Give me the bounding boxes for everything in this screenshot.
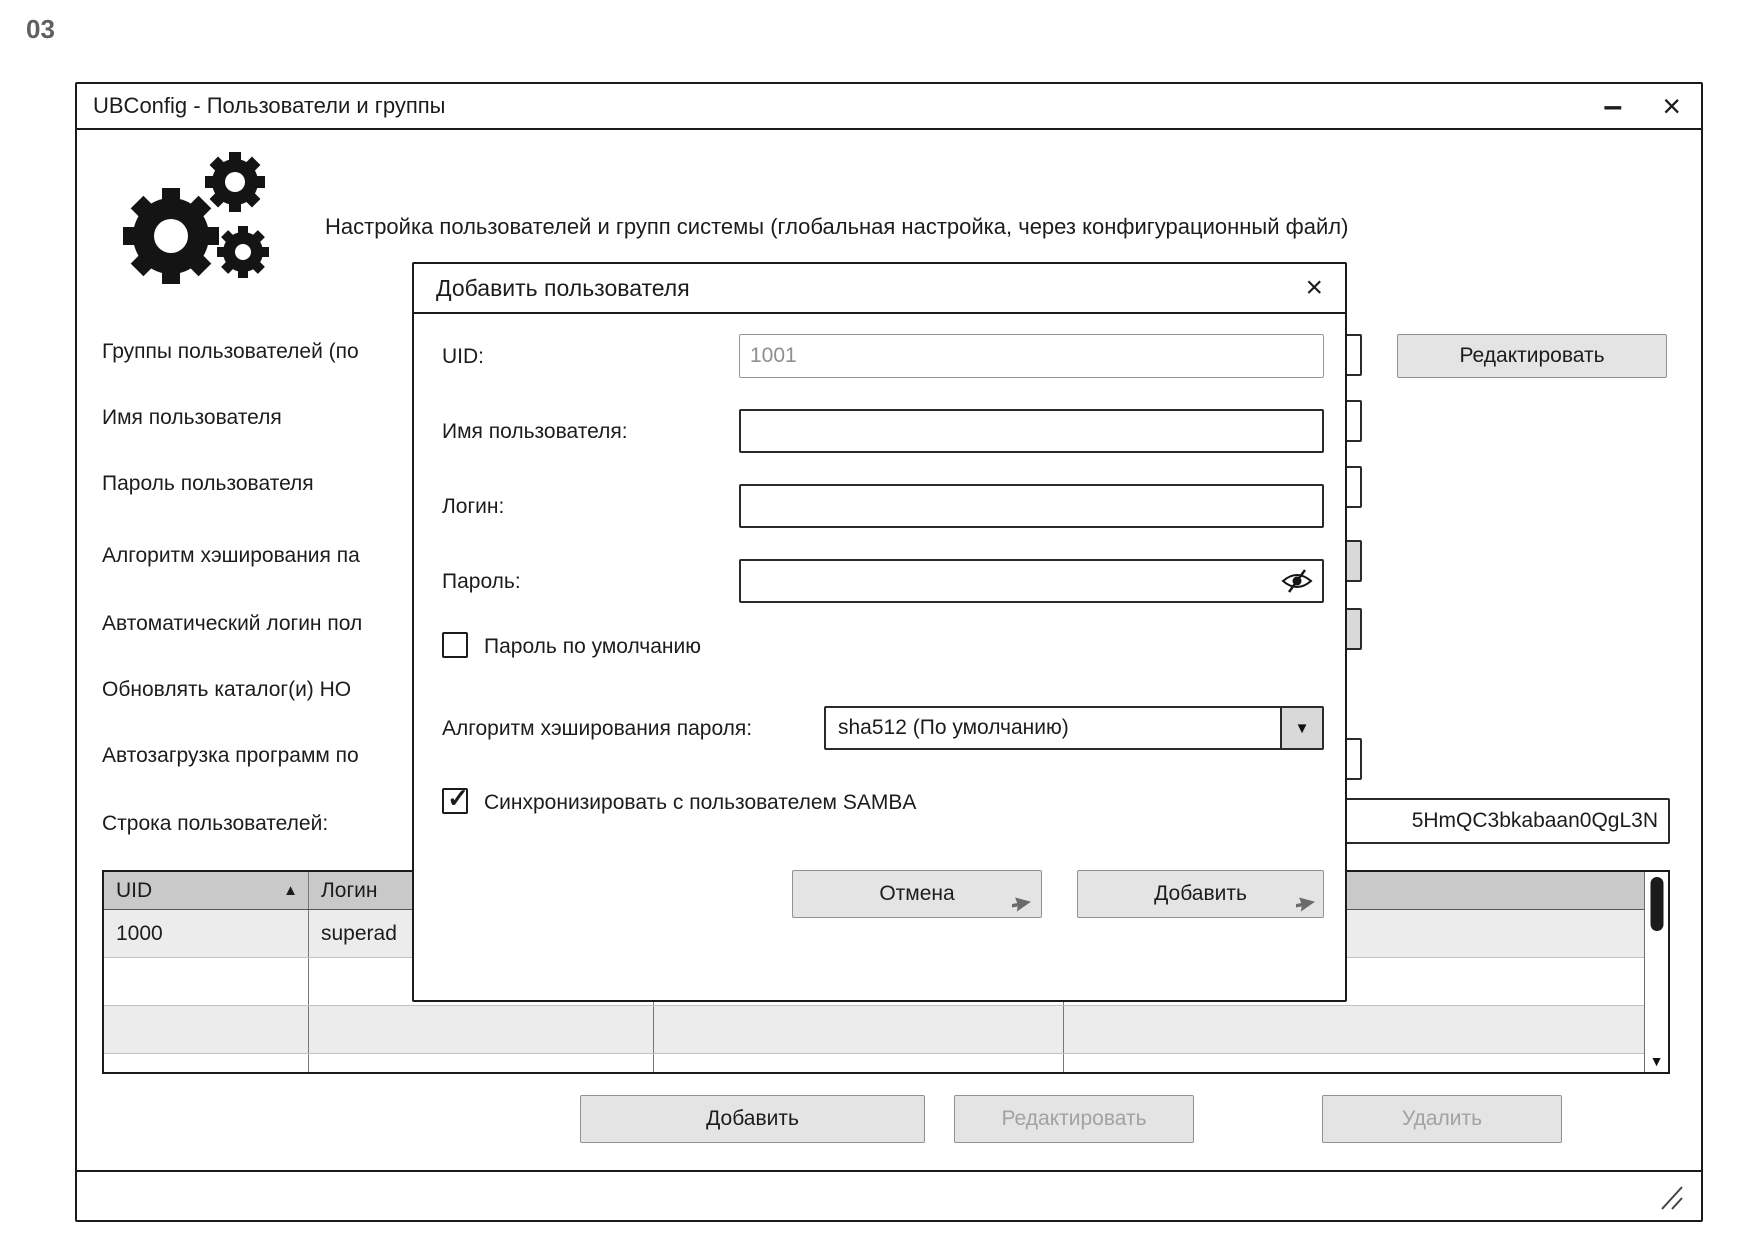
vertical-scrollbar[interactable]	[1644, 872, 1668, 1072]
default-password-checkbox[interactable]	[442, 632, 468, 658]
dialog-add-button[interactable]: Добавить	[1077, 870, 1324, 918]
column-header-login[interactable]: Логин	[309, 872, 654, 909]
dialog-title: Добавить пользователя	[436, 274, 690, 301]
minimize-icon[interactable]: –	[1603, 87, 1623, 125]
default-password-label: Пароль по умолчанию	[484, 635, 701, 658]
window-title: UBConfig - Пользователи и группы	[93, 93, 446, 118]
label-auto-login: Автоматический логин пол	[102, 612, 363, 635]
password-input[interactable]	[739, 559, 1324, 603]
table-row[interactable]	[104, 1006, 1644, 1054]
label-update-home: Обновлять каталог(и) HO	[102, 678, 352, 701]
label-autostart-programs: Автозагрузка программ по	[102, 744, 359, 767]
table-edit-button[interactable]: Редактировать	[954, 1095, 1194, 1143]
cell-uid: 1000	[104, 910, 309, 957]
page-description: Настройка пользователей и групп системы (глобальная настройка, через конфигурационный файл)	[325, 214, 1349, 239]
dialog-titlebar	[414, 264, 1345, 314]
scrollbar-thumb[interactable]	[1650, 877, 1663, 931]
label-user-name: Имя пользователя	[102, 406, 282, 429]
samba-sync-checkbox[interactable]	[442, 783, 469, 814]
uid-input[interactable]	[739, 334, 1324, 378]
hash-algorithm-value: sha512 (По умолчанию)	[838, 716, 1069, 739]
hash-algorithm-label: Алгоритм хэширования пароля:	[442, 717, 753, 740]
check-icon: ✓	[447, 783, 469, 813]
window-controls	[1603, 87, 1681, 125]
table-add-button[interactable]: Добавить	[580, 1095, 925, 1143]
resize-grip-icon[interactable]	[1653, 1180, 1685, 1212]
dialog-cancel-button[interactable]: Отмена	[792, 870, 1042, 918]
login-input[interactable]	[739, 484, 1324, 528]
name-label: Имя пользователя:	[442, 420, 628, 443]
cursor-icon	[1012, 896, 1034, 918]
label-users-string: Строка пользователей:	[102, 812, 329, 835]
samba-sync-label: Синхронизировать с пользователем SAMBA	[484, 791, 917, 814]
name-input[interactable]	[739, 409, 1324, 453]
label-user-groups: Группы пользователей (по	[102, 340, 359, 363]
login-label: Логин:	[442, 495, 505, 518]
add-user-dialog	[412, 262, 1347, 1002]
label-hash-algorithm: Алгоритм хэширования па	[102, 544, 360, 567]
sort-asc-icon: ▲	[283, 882, 298, 899]
statusbar-divider	[77, 1170, 1701, 1172]
uid-label: UID:	[442, 345, 484, 368]
scroll-down-icon[interactable]: ▼	[1649, 1053, 1664, 1069]
password-visibility-icon[interactable]	[1280, 567, 1314, 595]
app-window	[75, 82, 1703, 1222]
page-number-label: 03	[26, 14, 55, 44]
dialog-hash-algorithm-dropdown[interactable]	[824, 706, 1324, 750]
label-user-password: Пароль пользователя	[102, 472, 314, 495]
cell-login: superad	[309, 910, 654, 957]
password-label: Пароль:	[442, 570, 521, 593]
table-row[interactable]	[104, 1054, 1644, 1072]
window-titlebar	[77, 84, 1701, 130]
table-delete-button[interactable]: Удалить	[1322, 1095, 1562, 1143]
close-icon[interactable]: ×	[1662, 88, 1681, 124]
dialog-close-icon[interactable]: ×	[1305, 271, 1323, 304]
gears-icon	[115, 148, 275, 296]
dropdown-arrow-icon[interactable]: ▼	[1280, 708, 1322, 748]
column-header-uid[interactable]: UID ▲	[104, 872, 309, 909]
cursor-icon	[1296, 896, 1318, 918]
groups-edit-button[interactable]: Редактировать	[1397, 334, 1667, 378]
